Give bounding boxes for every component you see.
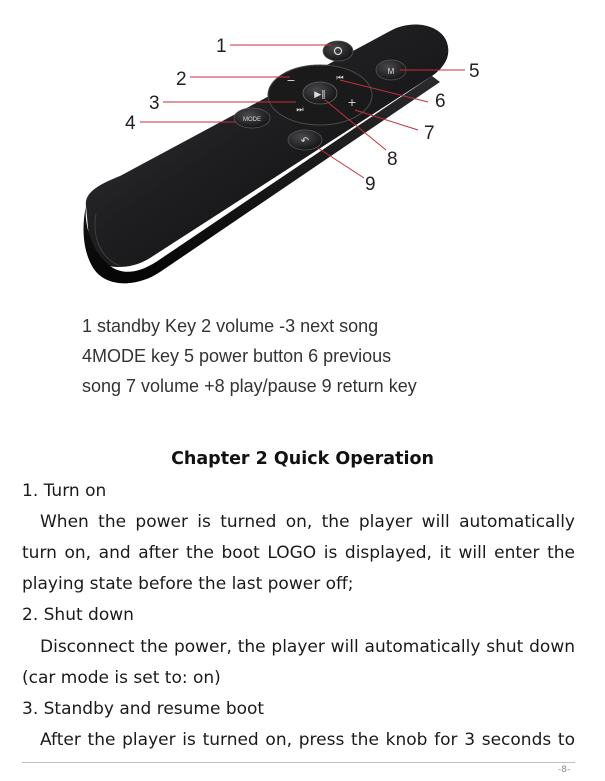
navigation-ring bbox=[268, 65, 372, 125]
paragraph-line: After the player is turned on, press the knob for 3 seconds to bbox=[40, 730, 575, 750]
callout-5: 5 bbox=[469, 61, 480, 82]
paragraph-line: (car mode is set to: on) bbox=[22, 668, 221, 688]
callout-4: 4 bbox=[125, 113, 136, 134]
chapter-title: Chapter 2 Quick Operation bbox=[171, 449, 434, 469]
footer-rule bbox=[22, 762, 575, 763]
m-button-label: M bbox=[387, 67, 395, 76]
svg-text:↶: ↶ bbox=[300, 136, 310, 147]
mode-button bbox=[234, 108, 270, 128]
page-number: -8- bbox=[558, 765, 571, 775]
paragraph-line: turn on, and after the boot LOGO is displayed, it will enter the bbox=[22, 543, 575, 563]
paragraph-line: When the power is turned on, the player will automatically bbox=[40, 512, 575, 532]
section-heading-standby: 3. Standby and resume boot bbox=[22, 699, 265, 719]
caption-line: song 7 volume +8 play/pause 9 return key bbox=[82, 376, 417, 396]
caption-line: 4MODE key 5 power button 6 previous bbox=[82, 346, 392, 366]
power-button bbox=[323, 41, 353, 61]
caption-line: 1 standby Key 2 volume -3 next song bbox=[82, 316, 379, 336]
callout-1: 1 bbox=[216, 36, 227, 57]
mode-button-label: MODE bbox=[243, 117, 261, 123]
remote-control-figure bbox=[0, 0, 605, 300]
section-heading-shut-down: 2. Shut down bbox=[22, 605, 134, 625]
callout-8: 8 bbox=[387, 149, 398, 170]
callout-6: 6 bbox=[435, 91, 446, 112]
return-button bbox=[288, 130, 322, 150]
section-heading-turn-on: 1. Turn on bbox=[22, 481, 107, 501]
svg-text:+: + bbox=[347, 96, 357, 109]
callout-7: 7 bbox=[424, 123, 435, 144]
svg-text:⏮: ⏮ bbox=[336, 73, 344, 82]
callout-2: 2 bbox=[176, 69, 187, 90]
svg-text:⏭: ⏭ bbox=[296, 105, 304, 114]
paragraph-line: Disconnect the power, the player will automatically shut down bbox=[40, 637, 575, 657]
paragraph-line: playing state before the last power off; bbox=[22, 574, 354, 594]
callout-3: 3 bbox=[149, 93, 160, 114]
svg-text:▶‖: ▶‖ bbox=[314, 90, 326, 100]
callout-9: 9 bbox=[365, 174, 376, 195]
svg-text:−: − bbox=[286, 74, 296, 87]
